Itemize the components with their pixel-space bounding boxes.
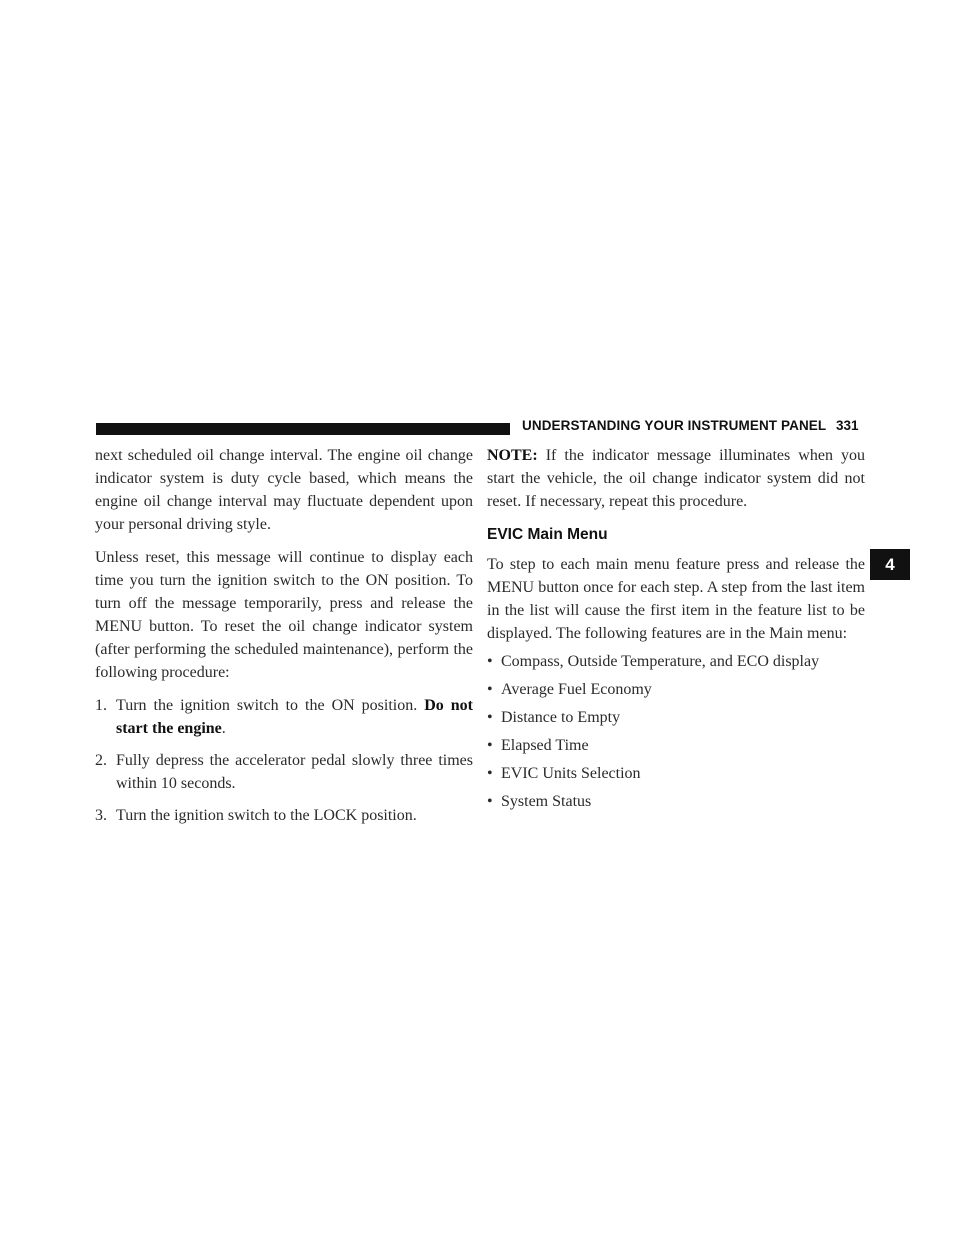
step-number: 3. (95, 807, 107, 824)
list-item (487, 650, 865, 673)
bullet-icon: • (487, 737, 493, 754)
list-item-text: Average Fuel Economy (501, 681, 652, 698)
step-1 (95, 694, 473, 740)
page-number: 331 (836, 418, 859, 433)
step-text: Fully depress the accelerator pedal slowly three times within 10 seconds. (116, 752, 473, 792)
step-punctuation: . (221, 720, 226, 737)
header-rule (96, 423, 510, 435)
paragraph-oil-interval: next scheduled oil change interval. The engine oil change indicator system is duty cycle based, which means the engine oil change interval may fluctuate dependent upon your personal driving style. (95, 447, 473, 533)
step-2 (95, 749, 473, 795)
bullet-icon: • (487, 765, 493, 782)
left-column (95, 444, 473, 836)
step-number: 2. (95, 752, 107, 769)
list-item-text: Elapsed Time (501, 737, 589, 754)
list-item-text: EVIC Units Selection (501, 765, 641, 782)
note-paragraph (487, 444, 865, 513)
list-item (487, 678, 865, 701)
list-item (487, 706, 865, 729)
chapter-tab: 4 (870, 549, 910, 580)
menu-intro-paragraph: To step to each main menu feature press and release the MENU button once for each step. A step from the last item in the list will cause the first item in the feature list to be displayed. The following features are in the Main menu: (487, 556, 865, 642)
feature-list (487, 650, 865, 813)
step-number: 1. (95, 697, 107, 714)
section-heading: EVIC Main Menu (487, 526, 608, 543)
bullet-icon: • (487, 681, 493, 698)
bullet-icon: • (487, 793, 493, 810)
list-item (487, 790, 865, 813)
step-3 (95, 804, 473, 827)
list-item (487, 762, 865, 785)
list-item (487, 734, 865, 757)
paragraph-reset-info: Unless reset, this message will continue to display each time you turn the ignition switch to the ON position. To turn off the message temporarily, press and release the MENU button. To reset the oil change indicator system (after performing the scheduled maintenance), perform the following procedure: (95, 549, 473, 681)
right-column (487, 444, 865, 818)
running-header-title: UNDERSTANDING YOUR INSTRUMENT PANEL (522, 418, 827, 433)
bullet-icon: • (487, 653, 493, 670)
step-warning: Do not start the engine (116, 697, 474, 737)
list-item-text: Distance to Empty (501, 709, 621, 726)
bullet-icon: • (487, 709, 493, 726)
note-label: NOTE: (487, 447, 538, 464)
step-text: Turn the ignition switch to the ON position. (116, 697, 425, 714)
list-item-text: System Status (501, 793, 592, 810)
step-text: Turn the ignition switch to the LOCK position. (116, 807, 417, 824)
note-text: If the indicator message illuminates when you start the vehicle, the oil change indicator system did not reset. If necessary, repeat this procedure. (487, 447, 866, 510)
list-item-text: Compass, Outside Temperature, and ECO display (501, 653, 820, 670)
